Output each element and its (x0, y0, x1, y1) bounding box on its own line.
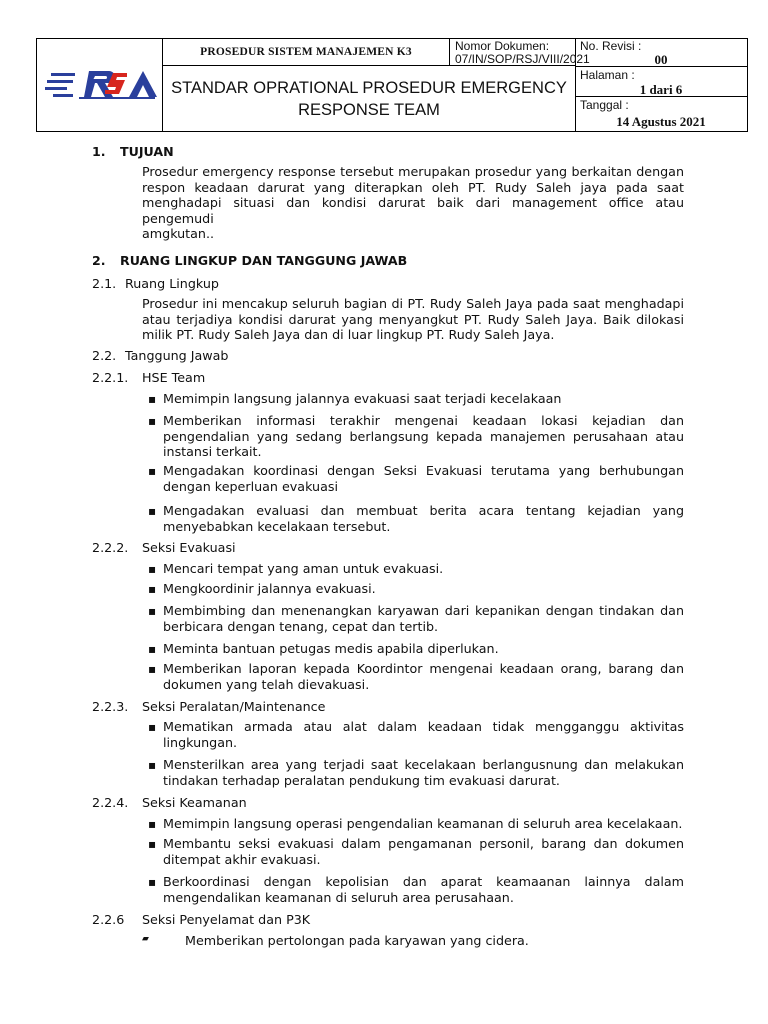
section-title: TUJUAN (120, 144, 174, 159)
list-item: Memberikan laporan kepada Koordintor mengenai keadaan orang, barang dan dokumen yang telah dievakuasi. (163, 661, 684, 692)
list-item: Meminta bantuan petugas medis apabila diperlukan. (163, 641, 499, 656)
list-item: Mencari tempat yang aman untuk evakuasi. (163, 561, 444, 576)
bullet-icon: ▰ (142, 934, 149, 944)
date-value: 14 Agustus 2021 (616, 114, 706, 129)
section-number: 2. (92, 253, 106, 268)
list-item: Membimbing dan menenangkan karyawan dari kepanikan dengan tindakan dan berbicara dengan tenang, cepat dan tertib. (163, 603, 684, 634)
list-item: Memimpin langsung jalannya evakuasi saat terjadi kecelakaan (163, 391, 562, 406)
document-header (36, 38, 748, 132)
doc-number-label: Nomor Dokumen: (455, 39, 550, 53)
bullet-icon: ▪ (148, 604, 157, 618)
subsection-number: 2.2. (92, 348, 117, 363)
subsection-number: 2.2.3. (92, 699, 129, 714)
list-item: Memberikan informasi terakhir mengenai keadaan lokasi kejadian dan pengendalian yang sedang berlangsung kepada manajemen perusahaan atau instansi terkait. (163, 413, 684, 460)
list-item: Mengadakan koordinasi dengan Seksi Evakuasi terutama yang berhubungan dengan keperluan evakuasi (163, 463, 684, 494)
page-label: Halaman : (580, 68, 635, 82)
subsection-number: 2.2.2. (92, 540, 129, 555)
bullet-icon: ▪ (148, 720, 157, 734)
paragraph: Prosedur emergency response tersebut merupakan prosedur yang berkaitan dengan respon keadaan darurat yang diterapkan oleh PT. Rudy Saleh jaya pada saat menghadapi situasi dan kondisi darurat baik dari management office atau pengemudi amgkutan.. (142, 164, 684, 242)
list-item: Memimpin langsung operasi pengendalian keamanan di seluruh area kecelakaan. (163, 816, 683, 831)
section-title: RUANG LINGKUP DAN TANGGUNG JAWAB (120, 253, 408, 268)
subsection-number: 2.1. (92, 276, 117, 291)
subsection-title: Seksi Peralatan/Maintenance (142, 699, 326, 714)
bullet-icon: ▪ (148, 414, 157, 428)
bullet-icon: ▪ (148, 662, 157, 676)
subsection-title: Seksi Penyelamat dan P3K (142, 912, 311, 927)
subsection-title: Seksi Keamanan (142, 795, 247, 810)
subsection-number: 2.2.6 (92, 912, 125, 927)
subsection-number: 2.2.1. (92, 370, 129, 385)
subsection-title: HSE Team (142, 370, 206, 385)
bullet-icon: ▪ (148, 837, 157, 851)
document-title: STANDAR OPRATIONAL PROSEDUR EMERGENCY RESPONSE TEAM (171, 79, 567, 119)
revision-value: 00 (654, 52, 668, 67)
system-name: PROSEDUR SISTEM MANAJEMEN K3 (200, 46, 412, 58)
revision-label: No. Revisi : (580, 39, 642, 53)
list-item: Mengkoordinir jalannya evakuasi. (163, 581, 376, 596)
paragraph: Prosedur ini mencakup seluruh bagian di PT. Rudy Saleh Jaya pada saat menghadapi atau terjadiya kondisi darurat yang menyangkut PT. Rudy Saleh Jaya. Baik dilokasi milik PT. Rudy Saleh Jaya dan di luar lingkup PT. Rudy Saleh Jaya. (142, 296, 684, 343)
bullet-icon: ▪ (148, 642, 157, 656)
section-number: 1. (92, 144, 106, 159)
bullet-icon: ▪ (148, 817, 157, 831)
subsection-number: 2.2.4. (92, 795, 129, 810)
bullet-icon: ▪ (148, 392, 157, 406)
subsection-title: Tanggung Jawab (125, 348, 229, 363)
list-item: Berkoordinasi dengan kepolisian dan aparat keamaanan lainnya dalam mengendalikan keamanan di seluruh area perusahaan. (163, 874, 684, 905)
list-item: Mengadakan evaluasi dan membuat berita acara tentang kejadian yang menyebabkan kecelakaan tersebut. (163, 503, 684, 534)
subsection-title: Ruang Lingkup (125, 276, 219, 291)
date-label: Tanggal : (580, 98, 629, 112)
bullet-icon: ▪ (148, 562, 157, 576)
list-item: Mematikan armada atau alat dalam keadaan tidak mengganggu aktivitas lingkungan. (163, 719, 684, 750)
page-value: 1 dari 6 (639, 82, 683, 97)
bullet-icon: ▪ (148, 875, 157, 889)
list-item: Memberikan pertolongan pada karyawan yang cidera. (185, 933, 529, 948)
bullet-icon: ▪ (148, 758, 157, 772)
subsection-title: Seksi Evakuasi (142, 540, 236, 555)
rsj-logo (43, 67, 161, 103)
bullet-icon: ▪ (148, 464, 157, 478)
doc-number-value: 07/IN/SOP/RSJ/VIII/2021 (455, 52, 590, 66)
bullet-icon: ▪ (148, 504, 157, 518)
bullet-icon: ▪ (148, 582, 157, 596)
list-item: Membantu seksi evakuasi dalam pengamanan personil, barang dan dokumen ditempat akhir evakuasi. (163, 836, 684, 867)
list-item: Mensterilkan area yang terjadi saat kecelakaan berlangusnung dan melakukan tindakan terhadap peralatan pendukung tim evakuasi darurat. (163, 757, 684, 788)
